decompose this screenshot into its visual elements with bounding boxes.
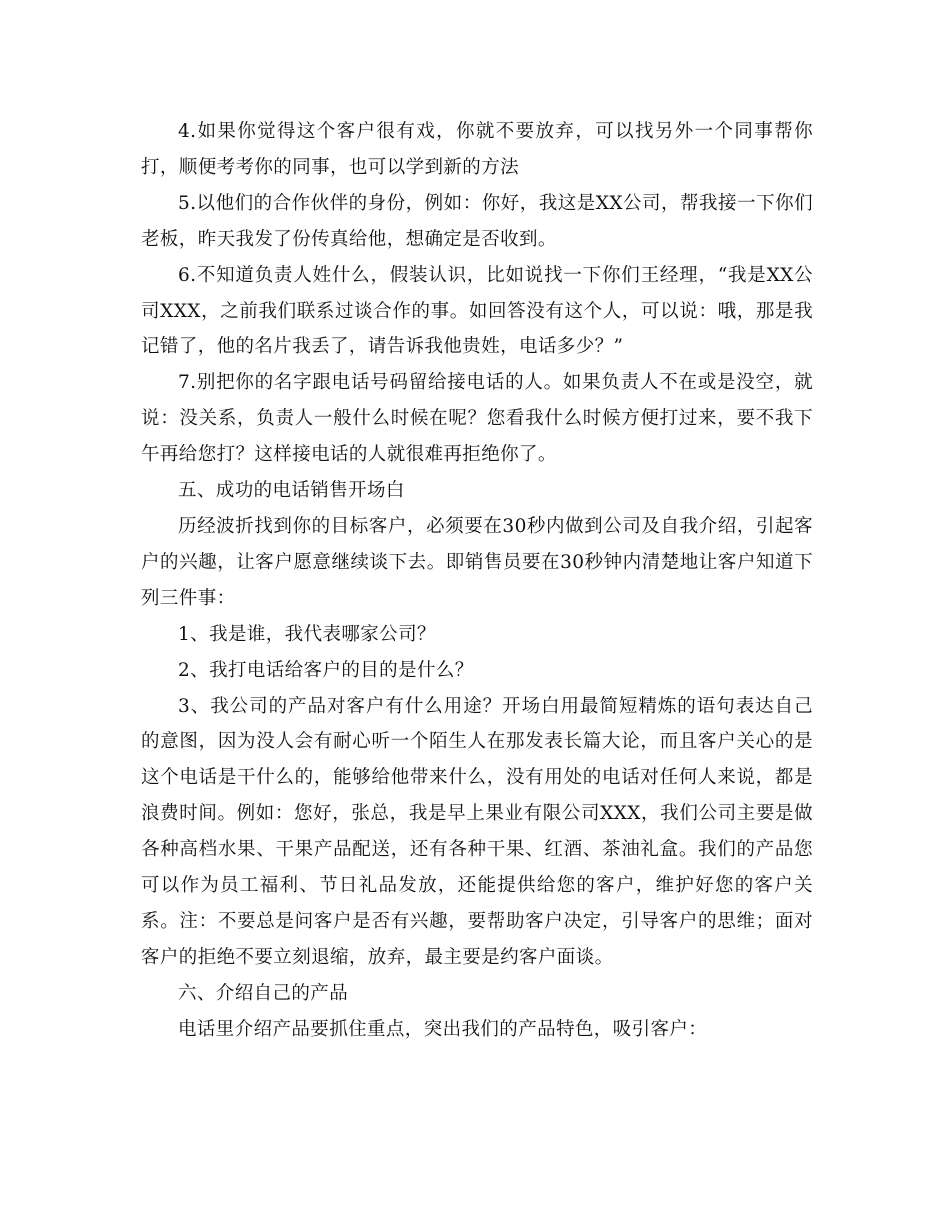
list-item-1: 1、我是谁，我代表哪家公司？ [178, 623, 436, 645]
paragraph-tip-6: 6.不知道负责人姓什么，假装认识，比如说找一下你们王经理，“我是XX公司XXX，之前我们联系过谈合作的事。如回答没有这个人，可以说：哦，那是我记错了，他的名片我丢了，请告诉我他贵姓，电话多少？” [141, 264, 813, 358]
paragraph-tip-7: 7.别把你的名字跟电话号码留给接电话的人。如果负责人不在或是没空，就说：没关系，负责人一般什么时候在呢？您看我什么时候方便打过来，要不我下午再给您打？这样接电话的人就很难再拒绝你了。 [141, 372, 813, 466]
paragraph-opening-intro: 历经波折找到你的目标客户，必须要在30秒内做到公司及自我介绍，引起客户的兴趣，让客户愿意继续谈下去。即销售员要在30秒钟内清楚地让客户知道下列三件事： [141, 515, 813, 609]
section-heading-5: 五、成功的电话销售开场白 [178, 480, 405, 502]
document-body [141, 114, 813, 1048]
paragraph-tip-5: 5.以他们的合作伙伴的身份，例如：你好，我这是XX公司，帮我接一下你们老板，昨天我发了份传真给他，想确定是否收到。 [141, 192, 813, 250]
section-heading-6: 六、介绍自己的产品 [178, 982, 349, 1004]
paragraph-product-intro: 电话里介绍产品要抓住重点，突出我们的产品特色，吸引客户： [178, 1018, 708, 1040]
list-item-3: 3、我公司的产品对客户有什么用途？开场白用最简短精炼的语句表达自己的意图，因为没人会有耐心听一个陌生人在那发表长篇大论，而且客户关心的是这个电话是干什么的，能够给他带来什么，没有用处的电话对任何人来说，都是浪费时间。例如：您好，张总，我是早上果业有限公司XXX，我们公司主要是做各种高档水果、干果产品配送，还有各种干果、红酒、茶油礼盒。我们的产品您可以作为员工福利、节日礼品发放，还能提供给您的客户，维护好您的客户关系。注：不要总是问客户是否有兴趣，要帮助客户决定，引导客户的思维；面对客户的拒绝不要立刻退缩，放弃，最主要是约客户面谈。 [141, 695, 813, 968]
paragraph-tip-4: 4.如果你觉得这个客户很有戏，你就不要放弃，可以找另外一个同事帮你打，顺便考考你的同事，也可以学到新的方法 [141, 121, 813, 178]
list-item-2: 2、我打电话给客户的目的是什么？ [178, 659, 474, 681]
